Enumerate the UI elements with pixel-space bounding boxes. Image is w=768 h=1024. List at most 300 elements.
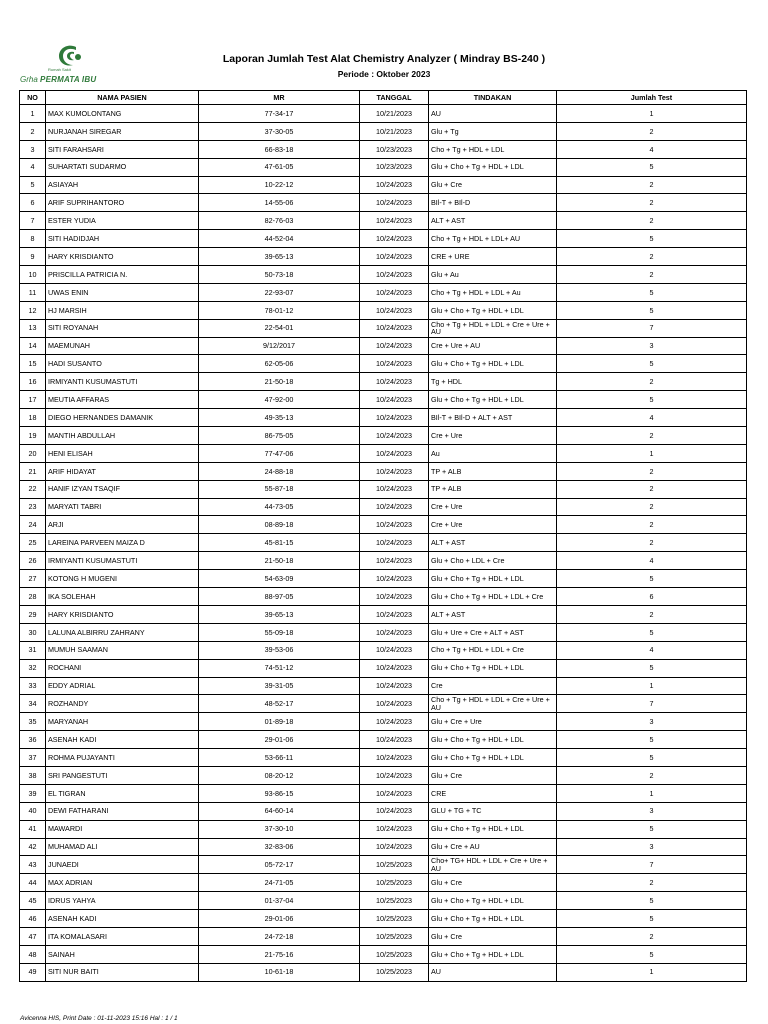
cell-name: MANTIH ABDULLAH xyxy=(46,427,199,445)
cell-mr: 77-47-06 xyxy=(199,444,360,462)
cell-name: ROZHANDY xyxy=(46,695,199,713)
table-row xyxy=(20,194,747,212)
cell-no: 32 xyxy=(20,659,46,677)
cell-action: Glu + Cho + Tg + HDL + LDL xyxy=(429,945,557,963)
cell-action: Cho + Tg + HDL + LDL + Cre + Ure + AU xyxy=(429,319,557,337)
cell-no: 11 xyxy=(20,283,46,301)
cell-no: 20 xyxy=(20,444,46,462)
hospital-logo xyxy=(20,44,102,86)
cell-name: SITI NUR BAITI xyxy=(46,963,199,981)
cell-date: 10/24/2023 xyxy=(360,427,429,445)
cell-no: 17 xyxy=(20,391,46,409)
cell-no: 14 xyxy=(20,337,46,355)
cell-name: SITI ROYANAH xyxy=(46,319,199,337)
cell-action: Glu + Cho + Tg + HDL + LDL + Cre xyxy=(429,588,557,606)
cell-action: Cre + Ure xyxy=(429,498,557,516)
cell-date: 10/24/2023 xyxy=(360,641,429,659)
cell-mr: 32-83-06 xyxy=(199,838,360,856)
cell-no: 6 xyxy=(20,194,46,212)
cell-count: 5 xyxy=(557,945,747,963)
cell-action: Glu + Cho + Tg + HDL + LDL xyxy=(429,301,557,319)
cell-mr: 08-89-18 xyxy=(199,516,360,534)
cell-count: 2 xyxy=(557,194,747,212)
cell-date: 10/21/2023 xyxy=(360,122,429,140)
cell-count: 5 xyxy=(557,158,747,176)
cell-mr: 9/12/2017 xyxy=(199,337,360,355)
cell-count: 5 xyxy=(557,570,747,588)
table-body xyxy=(20,105,747,982)
cell-name: EL TIGRAN xyxy=(46,784,199,802)
cell-date: 10/24/2023 xyxy=(360,409,429,427)
cell-date: 10/25/2023 xyxy=(360,927,429,945)
cell-date: 10/24/2023 xyxy=(360,838,429,856)
cell-mr: 93-86-15 xyxy=(199,784,360,802)
cell-count: 1 xyxy=(557,784,747,802)
table-row xyxy=(20,605,747,623)
cell-action: Glu + Cho + LDL + Cre xyxy=(429,552,557,570)
cell-count: 5 xyxy=(557,892,747,910)
cell-action: Glu + Cre + Ure xyxy=(429,713,557,731)
brand-prefix: Grha xyxy=(20,75,38,84)
cell-date: 10/24/2023 xyxy=(360,713,429,731)
cell-mr: 10-22-12 xyxy=(199,176,360,194)
print-footer: Avicenna HIS, Print Date : 01-11-2023 15:16 Hal : 1 / 1 xyxy=(20,1015,178,1022)
cell-count: 5 xyxy=(557,731,747,749)
cell-count: 5 xyxy=(557,749,747,767)
cell-no: 12 xyxy=(20,301,46,319)
table-row xyxy=(20,892,747,910)
cell-date: 10/24/2023 xyxy=(360,373,429,391)
cell-name: HARY KRISDIANTO xyxy=(46,248,199,266)
cell-no: 8 xyxy=(20,230,46,248)
cell-no: 40 xyxy=(20,802,46,820)
cell-action: Glu + Cre xyxy=(429,176,557,194)
cell-no: 3 xyxy=(20,140,46,158)
cell-count: 7 xyxy=(557,319,747,337)
cell-no: 26 xyxy=(20,552,46,570)
cell-count: 4 xyxy=(557,140,747,158)
cell-date: 10/24/2023 xyxy=(360,659,429,677)
cell-action: TP + ALB xyxy=(429,480,557,498)
cell-no: 38 xyxy=(20,766,46,784)
cell-action: Glu + Cho + Tg + HDL + LDL xyxy=(429,892,557,910)
cell-no: 36 xyxy=(20,731,46,749)
cell-no: 31 xyxy=(20,641,46,659)
cell-name: ESTER YUDIA xyxy=(46,212,199,230)
cell-count: 7 xyxy=(557,695,747,713)
cell-count: 2 xyxy=(557,874,747,892)
cell-name: HJ MARSIH xyxy=(46,301,199,319)
cell-date: 10/24/2023 xyxy=(360,194,429,212)
table-row xyxy=(20,570,747,588)
cell-date: 10/24/2023 xyxy=(360,266,429,284)
cell-count: 4 xyxy=(557,409,747,427)
table-row xyxy=(20,534,747,552)
cell-name: ARIF SUPRIHANTORO xyxy=(46,194,199,212)
header-date: TANGGAL xyxy=(360,91,429,105)
cell-no: 39 xyxy=(20,784,46,802)
cell-action: Cre + Ure xyxy=(429,516,557,534)
cell-action: TP + ALB xyxy=(429,462,557,480)
table-row xyxy=(20,480,747,498)
table-row xyxy=(20,856,747,874)
cell-name: MAWARDI xyxy=(46,820,199,838)
cell-count: 2 xyxy=(557,534,747,552)
cell-no: 37 xyxy=(20,749,46,767)
cell-date: 10/24/2023 xyxy=(360,605,429,623)
cell-name: ARJI xyxy=(46,516,199,534)
cell-mr: 55-09-18 xyxy=(199,623,360,641)
cell-no: 28 xyxy=(20,588,46,606)
table-row xyxy=(20,122,747,140)
header-mr: MR xyxy=(199,91,360,105)
cell-action: Cho + Tg + HDL + LDL+ AU xyxy=(429,230,557,248)
cell-no: 46 xyxy=(20,910,46,928)
cell-mr: 29-01-06 xyxy=(199,910,360,928)
cell-action: BIl-T + BIl-D + ALT + AST xyxy=(429,409,557,427)
cell-count: 5 xyxy=(557,659,747,677)
header-count: Jumlah Test xyxy=(557,91,747,105)
cell-name: IRMIYANTI KUSUMASTUTI xyxy=(46,552,199,570)
cell-mr: 49-35-13 xyxy=(199,409,360,427)
cell-mr: 64-60-14 xyxy=(199,802,360,820)
cell-name: MARYANAH xyxy=(46,713,199,731)
cell-no: 10 xyxy=(20,266,46,284)
cell-no: 15 xyxy=(20,355,46,373)
table-row xyxy=(20,158,747,176)
table-row xyxy=(20,391,747,409)
cell-count: 2 xyxy=(557,212,747,230)
table-row xyxy=(20,105,747,123)
cell-count: 2 xyxy=(557,480,747,498)
cell-no: 22 xyxy=(20,480,46,498)
cell-mr: 77-34-17 xyxy=(199,105,360,123)
cell-date: 10/24/2023 xyxy=(360,391,429,409)
cell-action: Glu + Au xyxy=(429,266,557,284)
cell-name: SITI HADIDJAH xyxy=(46,230,199,248)
cell-no: 9 xyxy=(20,248,46,266)
cell-count: 2 xyxy=(557,176,747,194)
table-row xyxy=(20,516,747,534)
cell-count: 1 xyxy=(557,963,747,981)
cell-mr: 39-53-06 xyxy=(199,641,360,659)
cell-no: 24 xyxy=(20,516,46,534)
table-row xyxy=(20,963,747,981)
table-row xyxy=(20,552,747,570)
cell-count: 1 xyxy=(557,105,747,123)
cell-action: Glu + Cho + Tg + HDL + LDL xyxy=(429,749,557,767)
cell-date: 10/24/2023 xyxy=(360,766,429,784)
cell-action: GLU + TG + TC xyxy=(429,802,557,820)
cell-name: ITA KOMALASARI xyxy=(46,927,199,945)
table-row xyxy=(20,749,747,767)
cell-date: 10/25/2023 xyxy=(360,856,429,874)
cell-date: 10/24/2023 xyxy=(360,588,429,606)
table-header-row xyxy=(20,91,747,105)
cell-name: ROHMA PUJAYANTI xyxy=(46,749,199,767)
cell-name: MARYATI TABRI xyxy=(46,498,199,516)
cell-count: 2 xyxy=(557,498,747,516)
cell-count: 2 xyxy=(557,266,747,284)
table-row xyxy=(20,301,747,319)
table-row xyxy=(20,677,747,695)
cell-name: HADI SUSANTO xyxy=(46,355,199,373)
cell-date: 10/24/2023 xyxy=(360,820,429,838)
cell-count: 4 xyxy=(557,641,747,659)
cell-name: MAEMUNAH xyxy=(46,337,199,355)
cell-count: 2 xyxy=(557,248,747,266)
cell-date: 10/24/2023 xyxy=(360,248,429,266)
brand-name: PERMATA IBU xyxy=(40,75,97,84)
test-report-table xyxy=(19,90,747,982)
cell-date: 10/24/2023 xyxy=(360,337,429,355)
cell-name: ASENAH KADI xyxy=(46,910,199,928)
cell-mr: 21-50-18 xyxy=(199,373,360,391)
cell-action: ALT + AST xyxy=(429,534,557,552)
cell-no: 1 xyxy=(20,105,46,123)
cell-mr: 29-01-06 xyxy=(199,731,360,749)
table-row xyxy=(20,695,747,713)
cell-date: 10/24/2023 xyxy=(360,731,429,749)
cell-mr: 37-30-10 xyxy=(199,820,360,838)
cell-action: AU xyxy=(429,963,557,981)
cell-mr: 45-81-15 xyxy=(199,534,360,552)
cell-date: 10/25/2023 xyxy=(360,874,429,892)
cell-mr: 50-73-18 xyxy=(199,266,360,284)
cell-date: 10/21/2023 xyxy=(360,105,429,123)
cell-mr: 37-30-05 xyxy=(199,122,360,140)
cell-action: Cre + Ure + AU xyxy=(429,337,557,355)
cell-name: MEUTIA AFFARAS xyxy=(46,391,199,409)
cell-mr: 88-97-05 xyxy=(199,588,360,606)
table-row xyxy=(20,802,747,820)
cell-date: 10/25/2023 xyxy=(360,963,429,981)
table-row xyxy=(20,838,747,856)
cell-count: 3 xyxy=(557,838,747,856)
cell-no: 4 xyxy=(20,158,46,176)
cell-count: 4 xyxy=(557,552,747,570)
cell-action: ALT + AST xyxy=(429,212,557,230)
cell-mr: 22-93-07 xyxy=(199,283,360,301)
cell-date: 10/24/2023 xyxy=(360,480,429,498)
table-row xyxy=(20,623,747,641)
table-row xyxy=(20,588,747,606)
cell-mr: 53-66-11 xyxy=(199,749,360,767)
cell-action: Glu + Cre xyxy=(429,874,557,892)
table-row xyxy=(20,820,747,838)
cell-no: 21 xyxy=(20,462,46,480)
cell-mr: 14-55-06 xyxy=(199,194,360,212)
cell-action: Glu + Cho + Tg + HDL + LDL xyxy=(429,910,557,928)
cell-count: 2 xyxy=(557,122,747,140)
table-row xyxy=(20,140,747,158)
cell-count: 5 xyxy=(557,623,747,641)
table-row xyxy=(20,409,747,427)
table-row xyxy=(20,373,747,391)
cell-mr: 44-73-05 xyxy=(199,498,360,516)
cell-action: AU xyxy=(429,105,557,123)
cell-mr: 86-75-05 xyxy=(199,427,360,445)
cell-no: 47 xyxy=(20,927,46,945)
cell-date: 10/24/2023 xyxy=(360,355,429,373)
cell-date: 10/25/2023 xyxy=(360,945,429,963)
cell-no: 18 xyxy=(20,409,46,427)
brand-line1: Rumah Sakit xyxy=(48,67,71,72)
report-title: Laporan Jumlah Test Alat Chemistry Analyzer ( Mindray BS-240 ) xyxy=(222,53,546,65)
cell-date: 10/24/2023 xyxy=(360,749,429,767)
cell-count: 2 xyxy=(557,516,747,534)
cell-name: ARIF HIDAYAT xyxy=(46,462,199,480)
header-no: NO xyxy=(20,91,46,105)
table-row xyxy=(20,176,747,194)
cell-no: 13 xyxy=(20,319,46,337)
cell-action: Glu + Ure + Cre + ALT + AST xyxy=(429,623,557,641)
cell-count: 2 xyxy=(557,927,747,945)
table-row xyxy=(20,337,747,355)
cell-no: 42 xyxy=(20,838,46,856)
cell-date: 10/24/2023 xyxy=(360,444,429,462)
table-row xyxy=(20,283,747,301)
cell-name: ASENAH KADI xyxy=(46,731,199,749)
cell-action: Glu + Cho + Tg + HDL + LDL xyxy=(429,659,557,677)
cell-no: 48 xyxy=(20,945,46,963)
table-row xyxy=(20,248,747,266)
table-row xyxy=(20,230,747,248)
cell-name: HENI ELISAH xyxy=(46,444,199,462)
cell-action: Glu + Cho + Tg + HDL + LDL xyxy=(429,570,557,588)
cell-name: ASIAYAH xyxy=(46,176,199,194)
cell-action: Glu + Cre + AU xyxy=(429,838,557,856)
cell-no: 7 xyxy=(20,212,46,230)
cell-date: 10/25/2023 xyxy=(360,892,429,910)
cell-date: 10/24/2023 xyxy=(360,230,429,248)
cell-mr: 08-20-12 xyxy=(199,766,360,784)
table-row xyxy=(20,641,747,659)
table-row xyxy=(20,874,747,892)
cell-date: 10/23/2023 xyxy=(360,158,429,176)
cell-date: 10/24/2023 xyxy=(360,570,429,588)
cell-mr: 74-51-12 xyxy=(199,659,360,677)
cell-date: 10/24/2023 xyxy=(360,784,429,802)
cell-action: Glu + Cho + Tg + HDL + LDL xyxy=(429,158,557,176)
cell-action: Au xyxy=(429,444,557,462)
cell-no: 44 xyxy=(20,874,46,892)
cell-date: 10/24/2023 xyxy=(360,301,429,319)
table-row xyxy=(20,784,747,802)
cell-date: 10/24/2023 xyxy=(360,283,429,301)
cell-count: 3 xyxy=(557,337,747,355)
cell-mr: 47-92-00 xyxy=(199,391,360,409)
table-row xyxy=(20,498,747,516)
cell-no: 34 xyxy=(20,695,46,713)
table-row xyxy=(20,355,747,373)
cell-action: Glu + Cho + Tg + HDL + LDL xyxy=(429,731,557,749)
cell-date: 10/24/2023 xyxy=(360,802,429,820)
cell-action: CRE + URE xyxy=(429,248,557,266)
cell-action: Glu + Cre xyxy=(429,766,557,784)
cell-date: 10/24/2023 xyxy=(360,319,429,337)
cell-mr: 39-65-13 xyxy=(199,605,360,623)
cell-mr: 24-88-18 xyxy=(199,462,360,480)
table-row xyxy=(20,731,747,749)
cell-name: IDRUS YAHYA xyxy=(46,892,199,910)
cell-action: Cho + Tg + HDL + LDL xyxy=(429,140,557,158)
cell-mr: 10-61-18 xyxy=(199,963,360,981)
cell-mr: 39-31-05 xyxy=(199,677,360,695)
cell-count: 5 xyxy=(557,820,747,838)
cell-action: Cho + Tg + HDL + LDL + Cre + Ure + AU xyxy=(429,695,557,713)
cell-mr: 66-83-18 xyxy=(199,140,360,158)
table-row xyxy=(20,462,747,480)
header-name: NAMA PASIEN xyxy=(46,91,199,105)
header-action: TINDAKAN xyxy=(429,91,557,105)
cell-count: 5 xyxy=(557,355,747,373)
table-row xyxy=(20,910,747,928)
cell-action: CRE xyxy=(429,784,557,802)
cell-date: 10/24/2023 xyxy=(360,534,429,552)
cell-action: Glu + Tg xyxy=(429,122,557,140)
cell-date: 10/24/2023 xyxy=(360,677,429,695)
cell-name: MUMUH SAAMAN xyxy=(46,641,199,659)
cell-name: SITI FARAHSARI xyxy=(46,140,199,158)
cell-date: 10/24/2023 xyxy=(360,695,429,713)
cell-mr: 24-72-18 xyxy=(199,927,360,945)
cell-name: SAINAH xyxy=(46,945,199,963)
table-row xyxy=(20,427,747,445)
table-row xyxy=(20,945,747,963)
cell-name: IRMIYANTI KUSUMASTUTI xyxy=(46,373,199,391)
cell-mr: 55-87-18 xyxy=(199,480,360,498)
cell-mr: 54-63-09 xyxy=(199,570,360,588)
cell-count: 2 xyxy=(557,427,747,445)
table-row xyxy=(20,266,747,284)
cell-mr: 05-72-17 xyxy=(199,856,360,874)
cell-name: SRI PANGESTUTI xyxy=(46,766,199,784)
cell-date: 10/24/2023 xyxy=(360,623,429,641)
cell-action: Cho+ TG+ HDL + LDL + Cre + Ure + AU xyxy=(429,856,557,874)
cell-name: KOTONG H MUGENI xyxy=(46,570,199,588)
cell-action: Cre xyxy=(429,677,557,695)
cell-count: 2 xyxy=(557,462,747,480)
cell-name: ROCHANI xyxy=(46,659,199,677)
cell-action: Cho + Tg + HDL + LDL + Au xyxy=(429,283,557,301)
cell-name: JUNAEDI xyxy=(46,856,199,874)
cell-no: 43 xyxy=(20,856,46,874)
cell-mr: 24-71-05 xyxy=(199,874,360,892)
cell-name: DIEGO HERNANDES DAMANIK xyxy=(46,409,199,427)
cell-name: LAREINA PARVEEN MAIZA D xyxy=(46,534,199,552)
cell-no: 45 xyxy=(20,892,46,910)
cell-mr: 78-01-12 xyxy=(199,301,360,319)
cell-name: HANIF IZYAN TSAQIF xyxy=(46,480,199,498)
cell-action: BIl-T + BIl-D xyxy=(429,194,557,212)
table-row xyxy=(20,444,747,462)
cell-count: 5 xyxy=(557,910,747,928)
cell-action: Tg + HDL xyxy=(429,373,557,391)
cell-mr: 82-76-03 xyxy=(199,212,360,230)
table-row xyxy=(20,766,747,784)
cell-no: 5 xyxy=(20,176,46,194)
cell-name: LALUNA ALBIRRU ZAHRANY xyxy=(46,623,199,641)
cell-mr: 48-52-17 xyxy=(199,695,360,713)
cell-no: 29 xyxy=(20,605,46,623)
cell-no: 16 xyxy=(20,373,46,391)
cell-date: 10/24/2023 xyxy=(360,516,429,534)
cell-name: DEWI FATHARANI xyxy=(46,802,199,820)
cell-action: Glu + Cho + Tg + HDL + LDL xyxy=(429,391,557,409)
cell-name: UWAS ENIN xyxy=(46,283,199,301)
cell-name: SUHARTATI SUDARMO xyxy=(46,158,199,176)
